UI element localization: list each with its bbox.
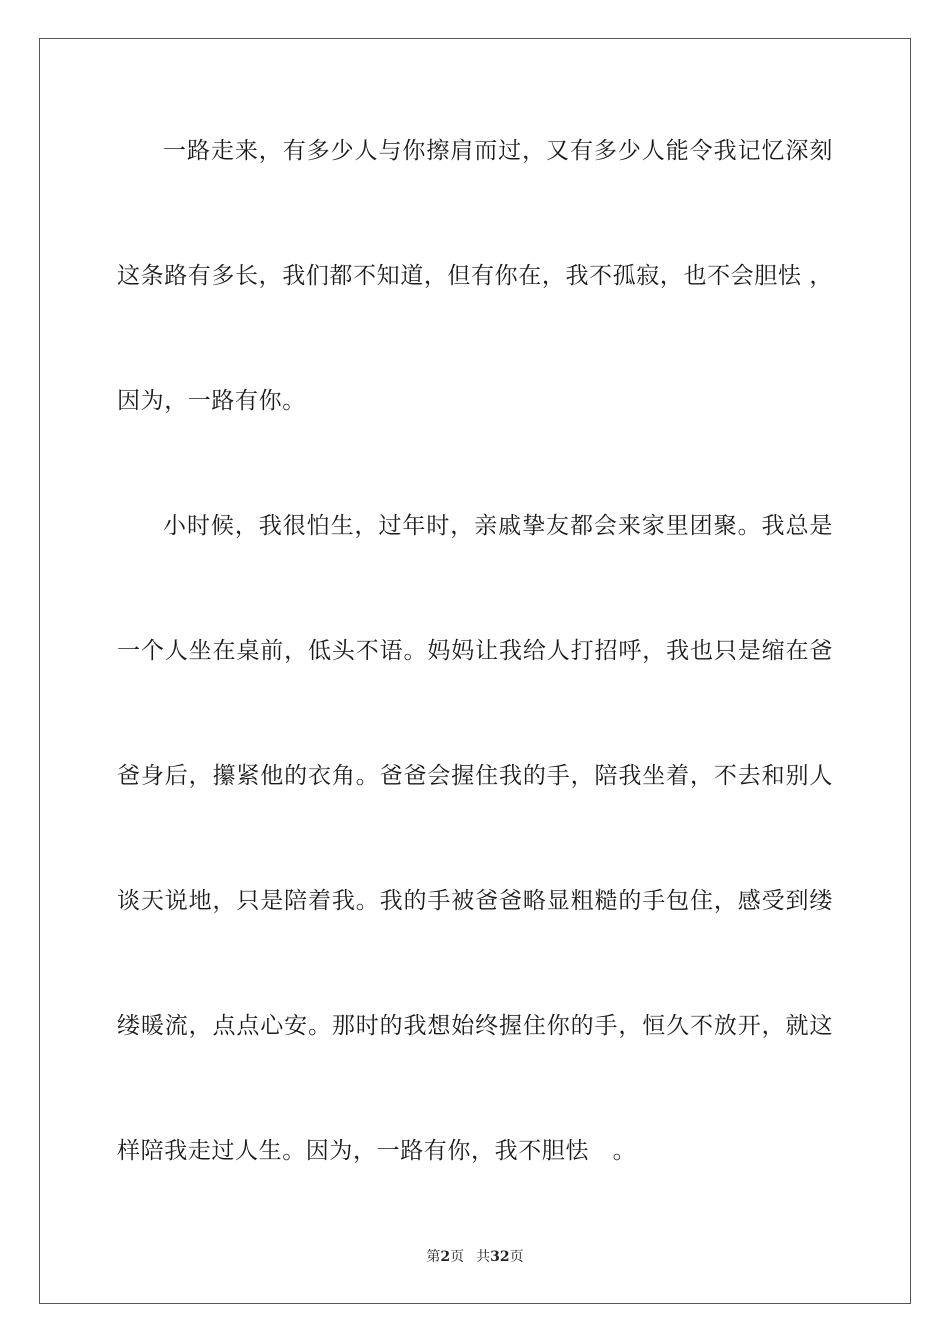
paragraph-1-line-3: 因为，一路有你。 [117, 388, 306, 414]
paragraph-1-line-2: 这条路有多长，我们都不知道，但有你在，我不孤寂，也不会胆怯 ， [117, 263, 833, 289]
footer-total-pages: 32 [490, 1249, 510, 1265]
footer-total-suffix: 页 [509, 1249, 524, 1265]
footer-total-prefix: 共 [476, 1249, 491, 1265]
paragraph-2-line-3: 爸身后，攥紧他的衣角。爸爸会握住我的手，陪我坐着，不去和别人 [117, 763, 833, 789]
footer-page-suffix: 页 [450, 1249, 465, 1265]
page-border [39, 38, 911, 1304]
footer-page-prefix: 第 [426, 1249, 441, 1265]
paragraph-2-line-5: 缕暖流，点点心安。那时的我想始终握住你的手，恒久不放开，就这 [117, 1013, 833, 1039]
paragraph-2-line-1: 小时候，我很怕生，过年时，亲戚挚友都会来家里团聚。我总是 [163, 513, 833, 539]
paragraph-2-line-2: 一个人坐在桌前，低头不语。妈妈让我给人打招呼，我也只是缩在爸 [117, 638, 833, 664]
page-footer [0, 1248, 950, 1266]
paragraph-2-line-4: 谈天说地，只是陪着我。我的手被爸爸略显粗糙的手包住，感受到缕 [117, 888, 833, 914]
paragraph-2-line-6: 样陪我走过人生。因为，一路有你，我不胆怯 。 [117, 1138, 637, 1164]
paragraph-1-line-1: 一路走来，有多少人与你擦肩而过，又有多少人能令我记忆深刻 [163, 138, 833, 164]
footer-page-number: 2 [440, 1249, 451, 1265]
